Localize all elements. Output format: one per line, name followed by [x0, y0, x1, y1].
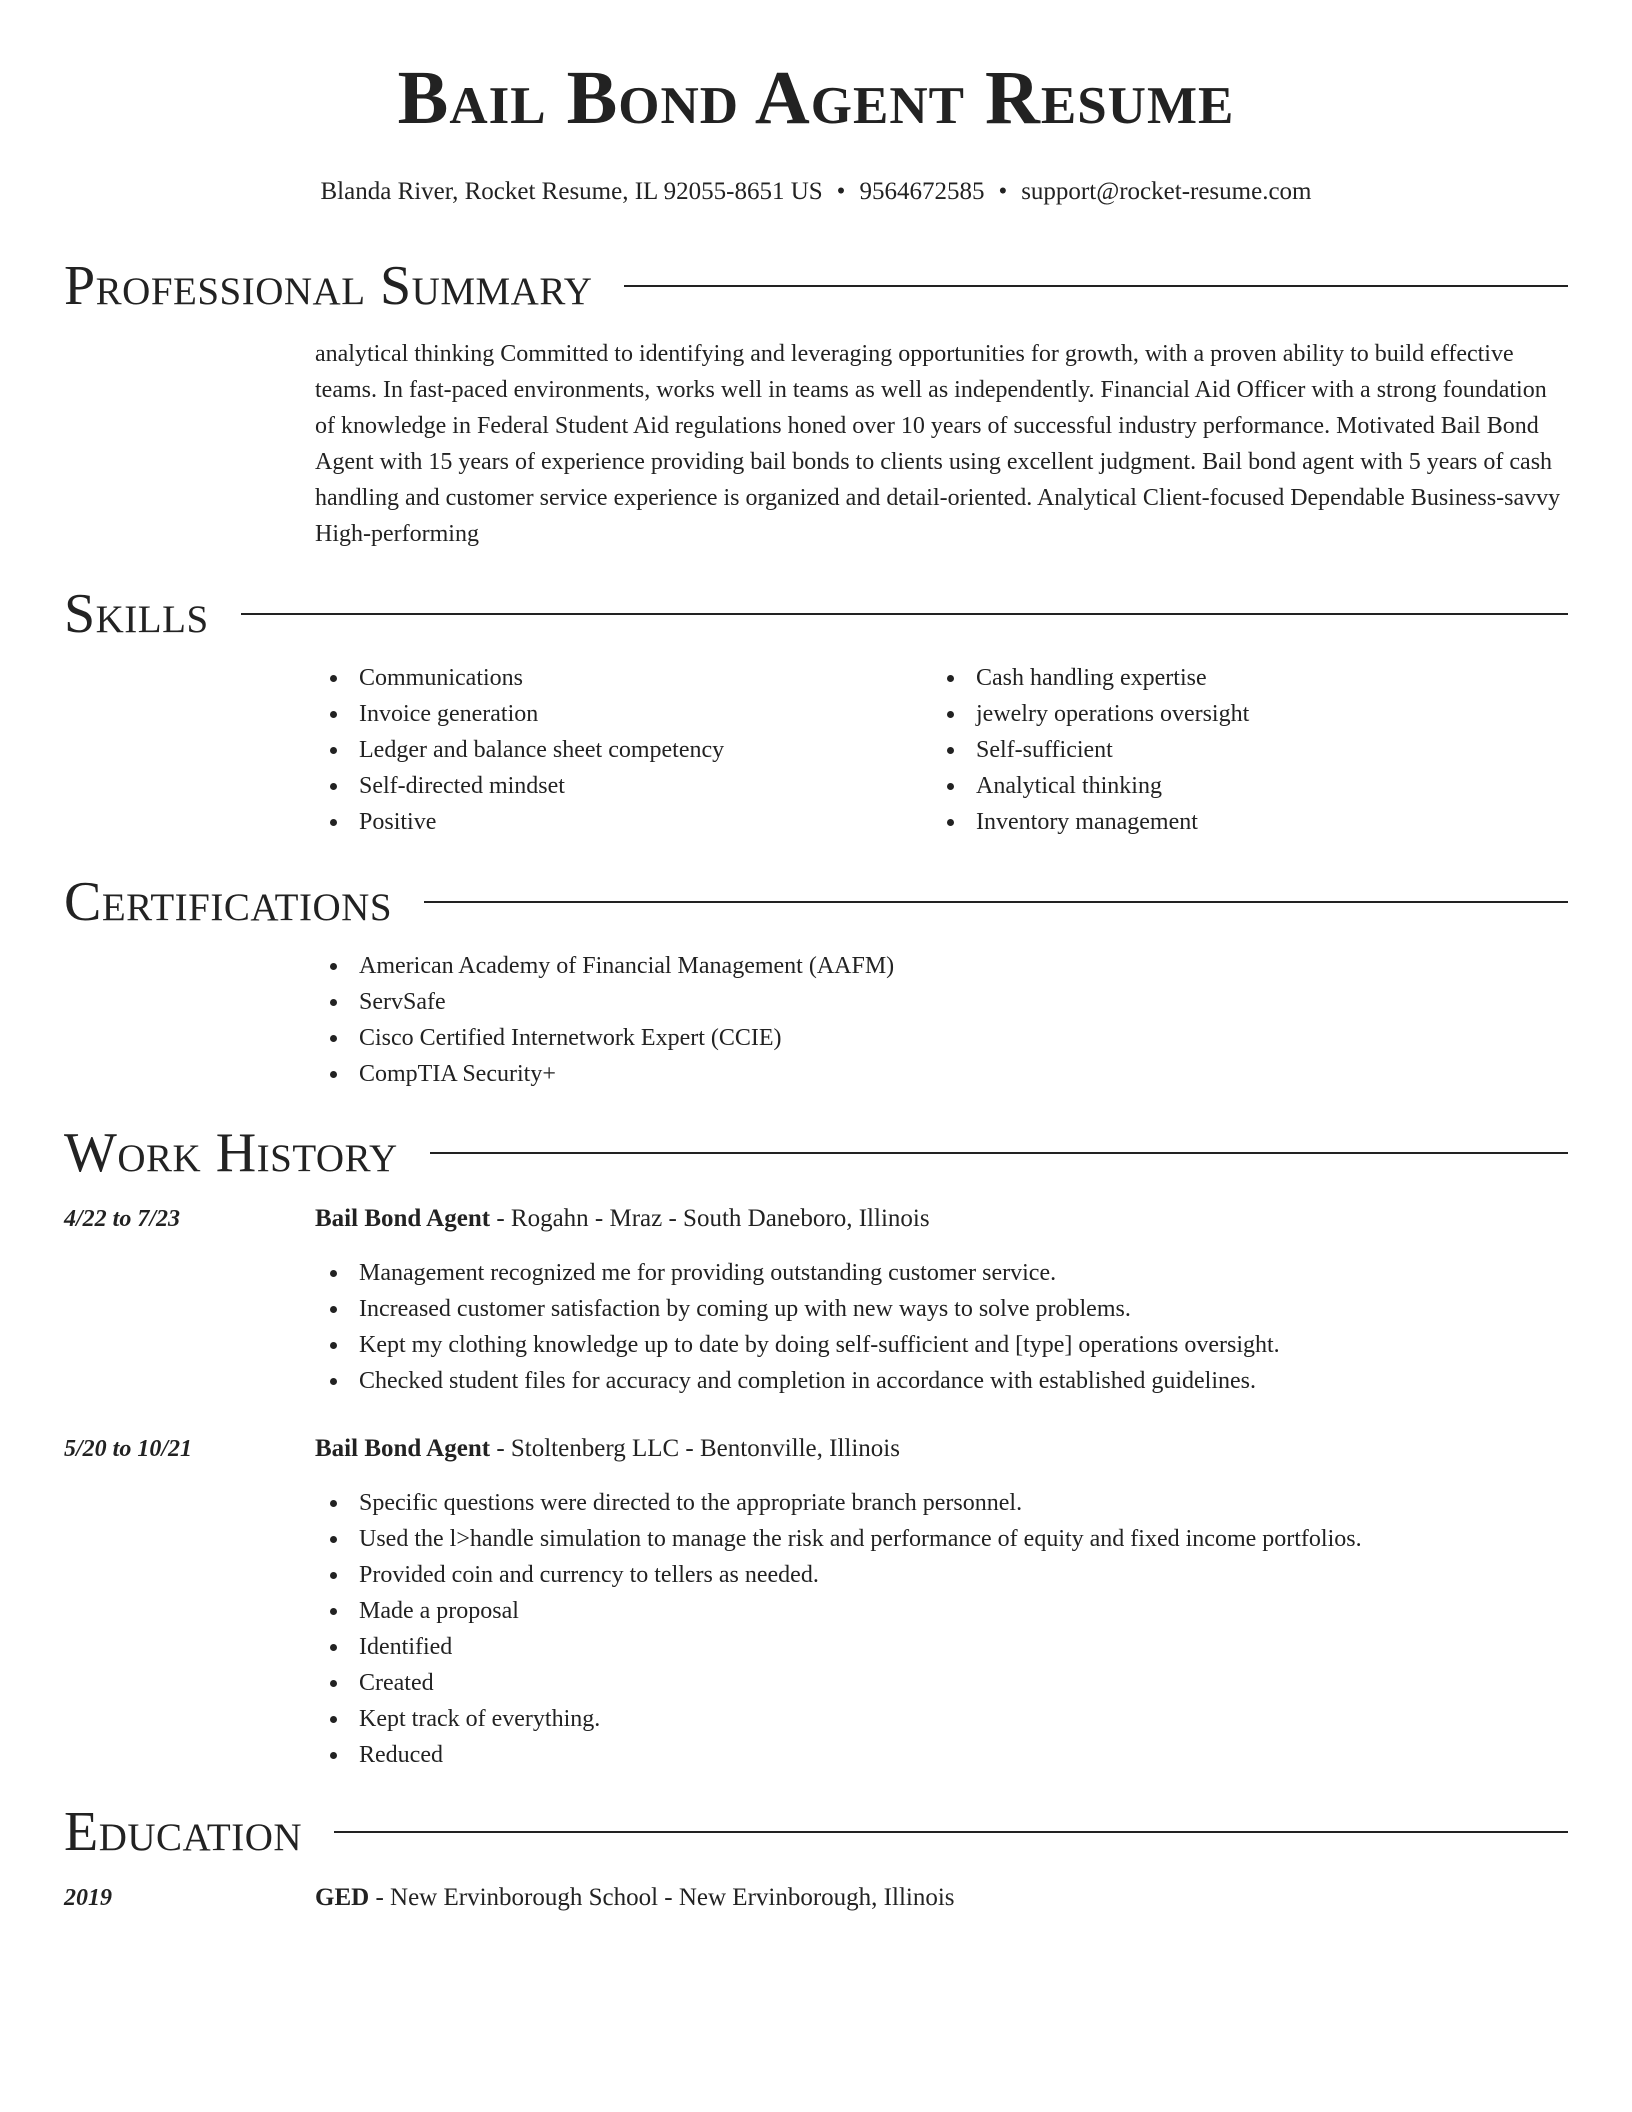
list-item: ServSafe: [315, 984, 1568, 1020]
job-employer: - Stoltenberg LLC - Bentonville, Illinois: [490, 1435, 900, 1462]
summary-section-header: [64, 255, 1568, 317]
list-item: Analytical thinking: [932, 768, 1549, 804]
list-item: Made a proposal: [315, 1593, 1568, 1629]
list-item: Identified: [315, 1629, 1568, 1665]
education-heading: [315, 1880, 1568, 1916]
section-title: Work History: [64, 1122, 398, 1184]
section-divider: [334, 1831, 1568, 1833]
list-item: Inventory management: [932, 804, 1549, 840]
school: - New Ervinborough School - New Ervinborough, Illinois: [369, 1884, 955, 1911]
skills-column-right: [932, 660, 1549, 840]
email: support@rocket-resume.com: [1021, 178, 1312, 205]
list-item: Increased customer satisfaction by coming up with new ways to solve problems.: [315, 1291, 1568, 1327]
certifications-list: [315, 948, 1568, 1092]
address: Blanda River, Rocket Resume, IL 92055-8651 US: [320, 178, 823, 205]
list-item: Kept my clothing knowledge up to date by doing self-sufficient and [type] operations oversight.: [315, 1327, 1568, 1363]
list-item: Invoice generation: [315, 696, 932, 732]
list-item: Specific questions were directed to the appropriate branch personnel.: [315, 1485, 1568, 1521]
job-heading: [315, 1201, 1568, 1237]
section-divider: [624, 285, 1568, 287]
separator: •: [998, 178, 1008, 205]
list-item: Positive: [315, 804, 932, 840]
list-item: Kept track of everything.: [315, 1701, 1568, 1737]
section-title: Education: [64, 1801, 303, 1863]
summary-text: analytical thinking Committed to identifying and leveraging opportunities for growth, with a proven ability to build effective teams. In fast-paced environments, works well in teams as well as independently. Financial Aid Officer with a strong foundation of knowledge in Federal Student Aid regulations honed over 10 years of successful industry performance. Motivated Bail Bond Agent with 15 years of experience providing bail bonds to clients using excellent judgment. Bail bond agent with 5 years of cash handling and customer service experience is organized and detail-oriented. Analytical Client-focused Dependable Business-savvy High-performing: [315, 341, 1561, 547]
list-item: Cisco Certified Internetwork Expert (CCIE): [315, 1020, 1568, 1056]
list-item: American Academy of Financial Management (AAFM): [315, 948, 1568, 984]
list-item: CompTIA Security+: [315, 1056, 1568, 1092]
job-employer: - Rogahn - Mraz - South Daneboro, Illinois: [490, 1205, 930, 1232]
job-bullets: [315, 1485, 1568, 1773]
list-item: Created: [315, 1665, 1568, 1701]
job-bullets: [315, 1255, 1568, 1399]
certifications-section-header: [64, 871, 1568, 933]
skills-section-header: [64, 583, 1568, 645]
section-divider: [241, 613, 1568, 615]
skills-list: [315, 660, 1568, 840]
section-title: Professional Summary: [64, 255, 593, 317]
list-item: Provided coin and currency to tellers as needed.: [315, 1557, 1568, 1593]
list-item: Self-directed mindset: [315, 768, 932, 804]
resume-title: Bail Bond Agent Resume: [397, 56, 1235, 140]
list-item: Reduced: [315, 1737, 1568, 1773]
job-title: Bail Bond Agent: [315, 1435, 491, 1462]
section-title: Skills: [64, 583, 209, 645]
degree: GED: [315, 1884, 370, 1911]
phone: 9564672585: [859, 178, 985, 205]
education-year: 2019: [64, 1885, 112, 1911]
list-item: Management recognized me for providing outstanding customer service.: [315, 1255, 1568, 1291]
job-title: Bail Bond Agent: [315, 1205, 491, 1232]
separator: •: [836, 178, 846, 205]
list-item: Used the l>handle simulation to manage the risk and performance of equity and fixed income portfolios.: [315, 1521, 1568, 1557]
section-divider: [430, 1152, 1568, 1154]
list-item: Ledger and balance sheet competency: [315, 732, 932, 768]
skills-column-left: [315, 660, 932, 840]
list-item: jewelry operations oversight: [932, 696, 1549, 732]
section-title: Certifications: [64, 871, 393, 933]
contact-line: [0, 177, 1632, 207]
work-section-header: [64, 1122, 1568, 1184]
education-section-header: [64, 1801, 1568, 1863]
job-dates: 5/20 to 10/21: [64, 1436, 193, 1462]
job-dates: 4/22 to 7/23: [64, 1206, 181, 1232]
list-item: Cash handling expertise: [932, 660, 1549, 696]
section-divider: [424, 901, 1568, 903]
list-item: Checked student files for accuracy and completion in accordance with established guidelines.: [315, 1363, 1568, 1399]
job-heading: [315, 1431, 1568, 1467]
list-item: Self-sufficient: [932, 732, 1549, 768]
list-item: Communications: [315, 660, 932, 696]
